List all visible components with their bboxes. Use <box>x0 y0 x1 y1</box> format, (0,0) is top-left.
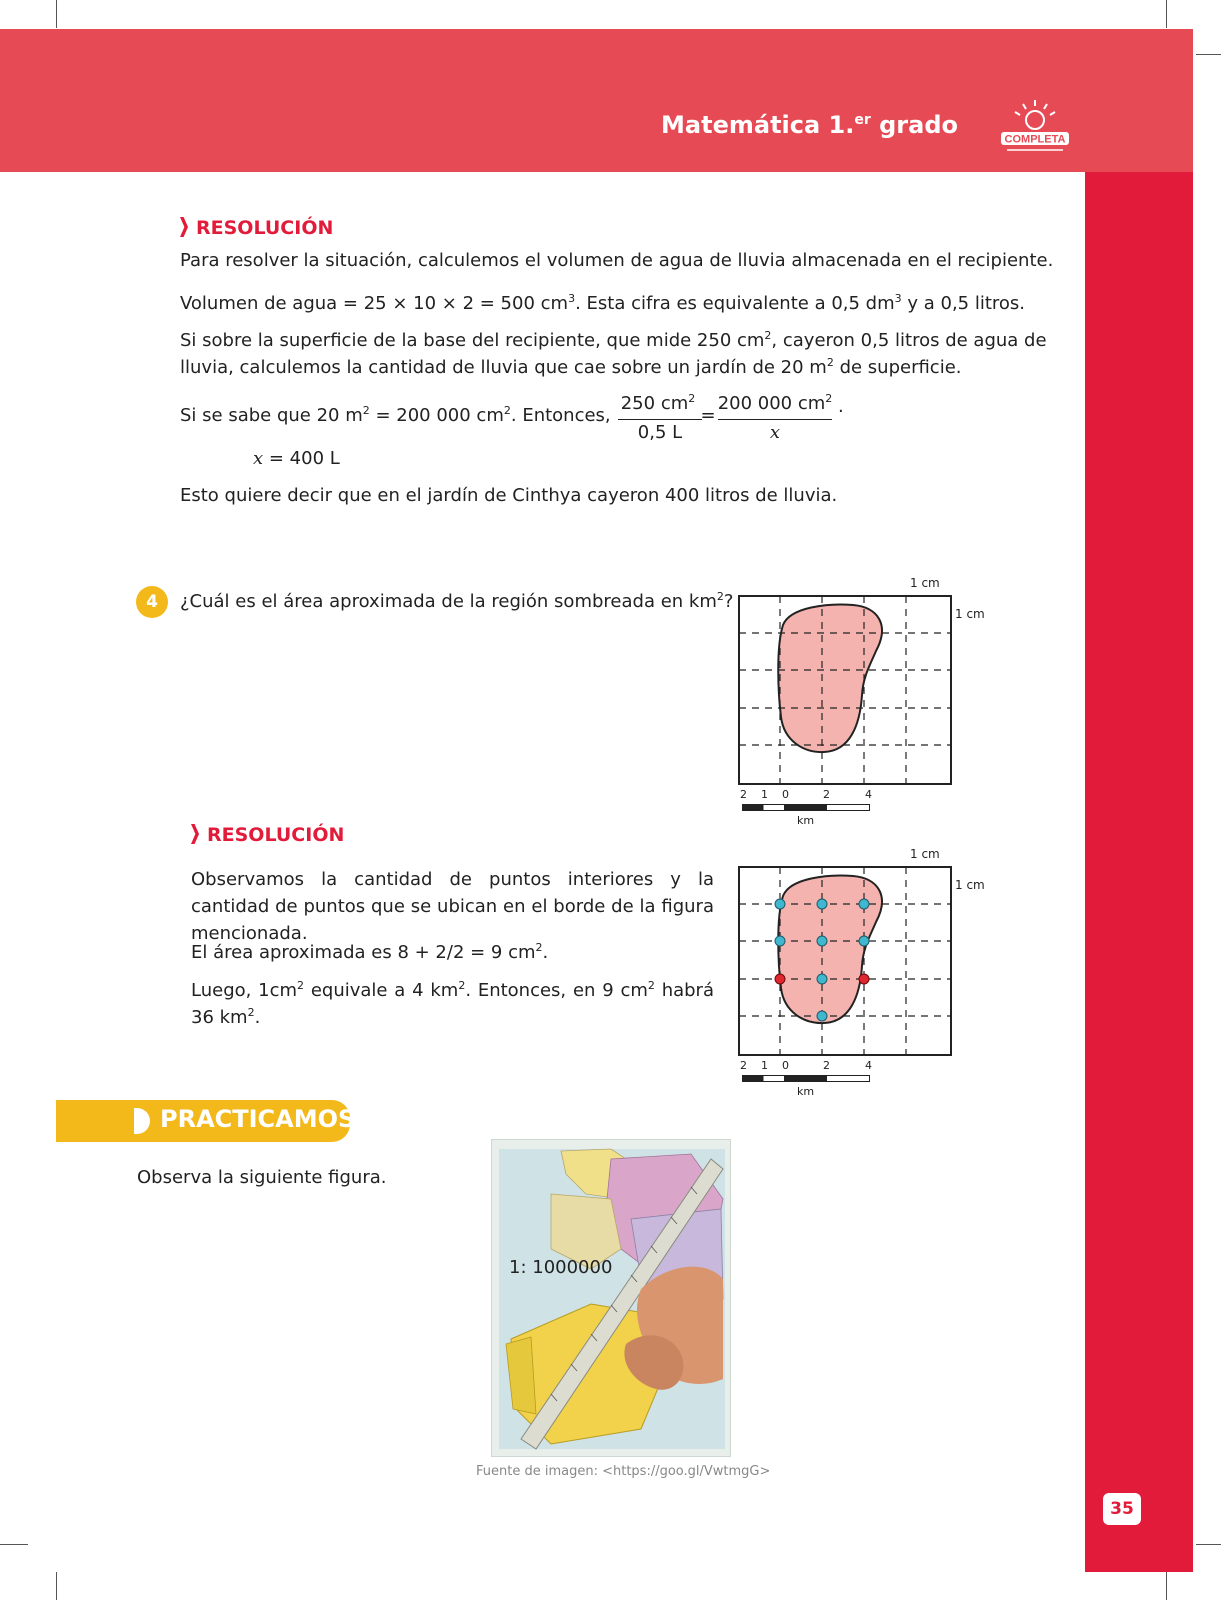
fraction-bar <box>718 419 832 420</box>
crop-mark <box>1196 54 1221 55</box>
crop-mark <box>1196 1544 1221 1545</box>
conversion-line: Luego, $1cm^2$ equivale a 4 $km^2$. Entonces, en 9 $cm^2$ habrá <box>191 979 714 1001</box>
scale-unit: km <box>797 814 815 827</box>
resolution-line: Para resolver la situación, calculemos el volumen de agua de lluvia almacenada en el recipiente. <box>180 250 1054 271</box>
jornada-escolar-logo <box>995 98 1075 154</box>
fraction-numerator: 250 $cm^2$ <box>620 392 696 414</box>
surface-line: Si sobre la superficie de la base del recipiente, que mide 250 $cm^2$, cayeron 0,5 litros de agua de <box>180 329 1047 351</box>
map-scale-label: 1: 1000000 <box>509 1257 613 1278</box>
image-source: Fuente de imagen: <https://goo.gl/VwtmgG> <box>476 1464 771 1479</box>
scale-tick: 4 <box>865 1059 872 1072</box>
map-with-ruler-photo <box>491 1139 731 1457</box>
crop-mark <box>1166 0 1167 28</box>
period: . <box>838 396 844 417</box>
scale-tick: 1 <box>761 788 768 801</box>
instruction-text: Observa la siguiente figura. <box>137 1167 387 1188</box>
interior-point <box>859 899 869 909</box>
equals-sign: = <box>700 405 716 426</box>
interior-point <box>775 936 785 946</box>
svg-text:COMPLETA: COMPLETA <box>1004 133 1066 146</box>
side-band <box>1085 172 1193 1572</box>
cm-label-side: 1 cm <box>955 878 985 892</box>
question-text: ¿Cuál es el área aproximada de la región sombreada en $km^2$? <box>180 590 734 612</box>
practicamos-label: PRACTICAMOS <box>160 1105 356 1133</box>
interior-point <box>859 936 869 946</box>
crop-mark <box>1166 1572 1167 1600</box>
interior-point <box>817 936 827 946</box>
crop-mark <box>56 0 57 28</box>
chevron-icon <box>191 824 199 844</box>
interior-point <box>817 974 827 984</box>
volume-line: Volumen de agua = 25 × 10 × 2 = 500 $cm^3$. Esta cifra es equivalente a 0,5 $dm^3$ y a 0,5 litros. <box>180 292 1026 314</box>
interior-point <box>775 899 785 909</box>
conclusion-line: Esto quiere decir que en el jardín de Cinthya cayeron 400 litros de lluvia. <box>180 485 838 506</box>
scale-tick: 2 <box>823 1059 830 1072</box>
equivalence-line: Si se sabe que 20 $m^2 = 200$ 000 $cm^2$. Entonces, <box>180 404 611 426</box>
interior-point <box>817 899 827 909</box>
page-number: 35 <box>1103 1493 1141 1525</box>
cm-label-side: 1 cm <box>955 607 985 621</box>
answer-line: 36 $km^2$. <box>191 1006 261 1028</box>
scale-tick: 1 <box>761 1059 768 1072</box>
resolution-heading: RESOLUCIÓN <box>191 824 344 846</box>
scale-tick: 0 <box>782 788 789 801</box>
crop-mark <box>0 1544 28 1545</box>
cm-label-top: 1 cm <box>910 576 940 590</box>
crop-mark <box>56 1572 57 1600</box>
question-number-badge: 4 <box>136 586 168 618</box>
scale-tick: 2 <box>740 1059 747 1072</box>
resolution-paragraph: Observamos la cantidad de puntos interiores y la cantidad de puntos que se ubican en el borde de la figura mencionada. <box>191 869 714 944</box>
fraction-numerator: 200 000 $cm^2$ <box>717 392 833 414</box>
scale-unit: km <box>797 1085 815 1098</box>
chevron-icon <box>180 217 188 237</box>
point-count-grid <box>738 866 952 1056</box>
interior-point <box>817 1011 827 1021</box>
cm-label-top: 1 cm <box>910 847 940 861</box>
border-point <box>775 974 785 984</box>
scale-tick: 0 <box>782 1059 789 1072</box>
result-line: x = 400 L <box>253 448 340 469</box>
fraction-bar <box>618 419 702 420</box>
scale-tick: 2 <box>823 788 830 801</box>
page-title: Matemática 1.$^{er}$ grado <box>661 111 958 139</box>
scale-tick: 2 <box>740 788 747 801</box>
scale-bar <box>742 1075 872 1083</box>
area-line: El área aproximada es 8 + 2/2 = 9 $cm^2$. <box>191 941 549 963</box>
fraction-denominator: x <box>769 422 781 443</box>
scale-tick: 4 <box>865 788 872 801</box>
resolution-heading: RESOLUCIÓN <box>180 217 333 239</box>
shaded-region-grid <box>738 595 952 785</box>
fraction-denominator: 0,5 L <box>637 422 683 443</box>
scale-bar <box>742 804 872 812</box>
border-point <box>859 974 869 984</box>
surface-line-2: lluvia, calculemos la cantidad de lluvia que cae sobre un jardín de 20 $m^2$ de superficie. <box>180 356 962 378</box>
